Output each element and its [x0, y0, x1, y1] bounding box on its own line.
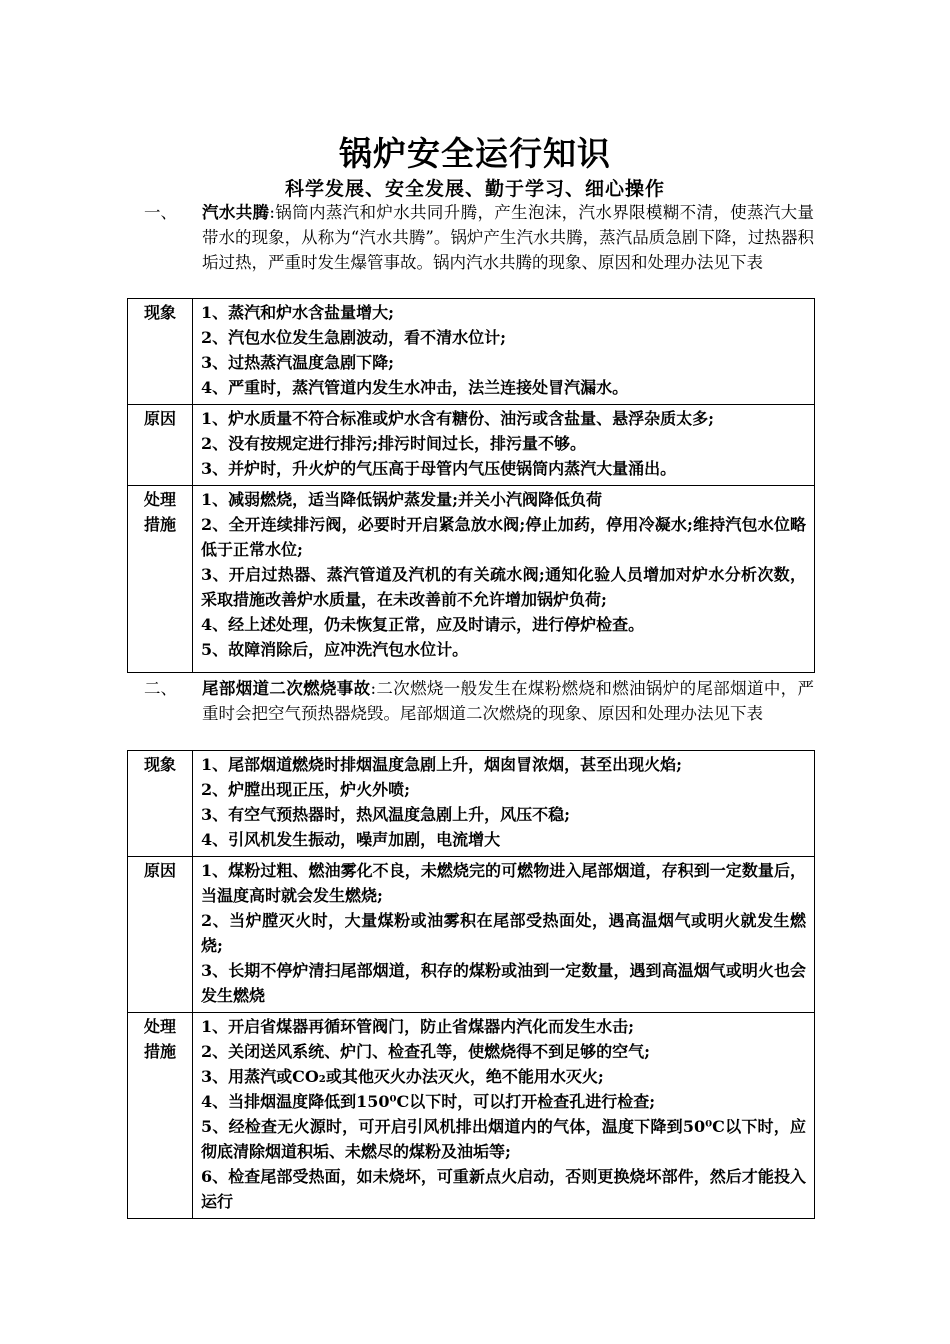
section-term: 尾部烟道二次燃烧事故	[202, 679, 371, 698]
table-row-cause	[128, 405, 815, 486]
row-content	[193, 486, 815, 673]
table-row-measures	[128, 486, 815, 673]
section-2	[144, 676, 814, 726]
content-line: 1、煤粉过粗、燃油雾化不良，未燃烧完的可燃物进入尾部烟道，存积到一定数量后，当温度高时就会发生燃烧;	[201, 861, 806, 905]
content-line: 2、全开连续排污阀，必要时开启紧急放水阀;停止加药，停用冷凝水;维持汽包水位略低于正常水位;	[201, 515, 806, 559]
row-label: 处理措施	[128, 486, 193, 673]
section-1	[144, 200, 814, 275]
content-line: 3、长期不停炉清扫尾部烟道，积存的煤粉或油到一定数量，遇到高温烟气或明火也会发生燃烧	[201, 961, 806, 1005]
content-line: 4、引风机发生振动，噪声加剧，电流增大	[201, 830, 501, 849]
content-line: 3、开启过热器、蒸汽管道及汽机的有关疏水阀;通知化验人员增加对炉水分析次数，采取措施改善炉水质量，在未改善前不允许增加锅炉负荷;	[201, 565, 806, 609]
content-line: 1、蒸汽和炉水含盐量增大;	[201, 303, 395, 322]
content-line: 1、开启省煤器再循环管阀门，防止省煤器内汽化而发生水击;	[201, 1017, 635, 1036]
content-line: 3、过热蒸汽温度急剧下降;	[201, 353, 395, 372]
content-line: 2、当炉膛灭火时，大量煤粉或油雾积在尾部受热面处，遇高温烟气或明火就发生燃烧;	[201, 911, 806, 955]
content-line: 1、炉水质量不符合标准或炉水含有糖份、油污或含盐量、悬浮杂质太多;	[201, 409, 715, 428]
section-term: 汽水共腾	[202, 203, 270, 222]
section-paragraph	[202, 676, 814, 726]
section-number: 二、	[144, 679, 177, 698]
table-row-cause	[128, 857, 815, 1013]
row-label: 现象	[128, 299, 193, 405]
content-line: 3、用蒸汽或CO₂或其他灭火办法灭火，绝不能用水灭火;	[201, 1067, 604, 1086]
section-text: :锅筒内蒸汽和炉水共同升腾，产生泡沫，汽水界限模糊不清，使蒸汽大量带水的现象，从称为“汽水共腾”。锅炉产生汽水共腾，蒸汽品质急剧下降，过热器积垢过热，严重时发生爆管事故。锅内汽水共腾的现象、原因和处理办法见下表	[202, 203, 815, 272]
content-line: 1、尾部烟道燃烧时排烟温度急剧上升，烟囱冒浓烟，甚至出现火焰;	[201, 755, 683, 774]
page-subtitle: 科学发展、安全发展、勤于学习、细心操作	[284, 178, 665, 200]
content-line: 3、有空气预热器时，热风温度急剧上升，风压不稳;	[201, 805, 571, 824]
content-line: 2、没有按规定进行排污;排污时间过长，排污量不够。	[201, 434, 587, 453]
row-label: 处理措施	[128, 1013, 193, 1219]
table-row-phenomenon	[128, 751, 815, 857]
content-line: 2、汽包水位发生急剧波动，看不清水位计;	[201, 328, 507, 347]
table-row-measures	[128, 1013, 815, 1219]
content-line: 2、关闭送风系统、炉门、检查孔等，使燃烧得不到足够的空气;	[201, 1042, 651, 1061]
table-secondary-combustion	[127, 750, 815, 1219]
page-title: 锅炉安全运行知识	[339, 134, 611, 173]
row-content	[193, 299, 815, 405]
row-label: 原因	[128, 857, 193, 1013]
content-line: 4、当排烟温度降低到150⁰C以下时，可以打开检查孔进行检查;	[201, 1092, 656, 1111]
content-line: 4、经上述处理，仍未恢复正常，应及时请示，进行停炉检查。	[201, 615, 645, 634]
content-line: 1、减弱燃烧，适当降低锅炉蒸发量;并关小汽阀降低负荷	[201, 490, 603, 509]
content-line: 4、严重时，蒸汽管道内发生水冲击，法兰连接处冒汽漏水。	[201, 378, 629, 397]
row-label: 原因	[128, 405, 193, 486]
content-line: 3、并炉时，升火炉的气压高于母管内气压使锅筒内蒸汽大量涌出。	[201, 459, 677, 478]
row-content	[193, 1013, 815, 1219]
content-line: 2、炉膛出现正压，炉火外喷;	[201, 780, 411, 799]
table-row-phenomenon	[128, 299, 815, 405]
content-line: 6、检查尾部受热面，如未烧坏，可重新点火启动，否则更换烧坏部件，然后才能投入运行	[201, 1167, 806, 1211]
row-content	[193, 857, 815, 1013]
table-steam-water-foaming	[127, 298, 815, 673]
section-number: 一、	[144, 203, 177, 222]
section-text: :二次燃烧一般发生在煤粉燃烧和燃油锅炉的尾部烟道中，严重时会把空气预热器烧毁。尾部烟道二次燃烧的现象、原因和处理办法见下表	[202, 679, 815, 723]
row-label: 现象	[128, 751, 193, 857]
row-content	[193, 405, 815, 486]
content-line: 5、经检查无火源时，可开启引风机排出烟道内的气体，温度下降到50⁰C以下时，应彻底清除烟道积垢、未燃尽的煤粉及油垢等;	[201, 1117, 806, 1161]
row-content	[193, 751, 815, 857]
section-paragraph	[202, 200, 814, 275]
content-line: 5、故障消除后，应冲洗汽包水位计。	[201, 640, 469, 659]
